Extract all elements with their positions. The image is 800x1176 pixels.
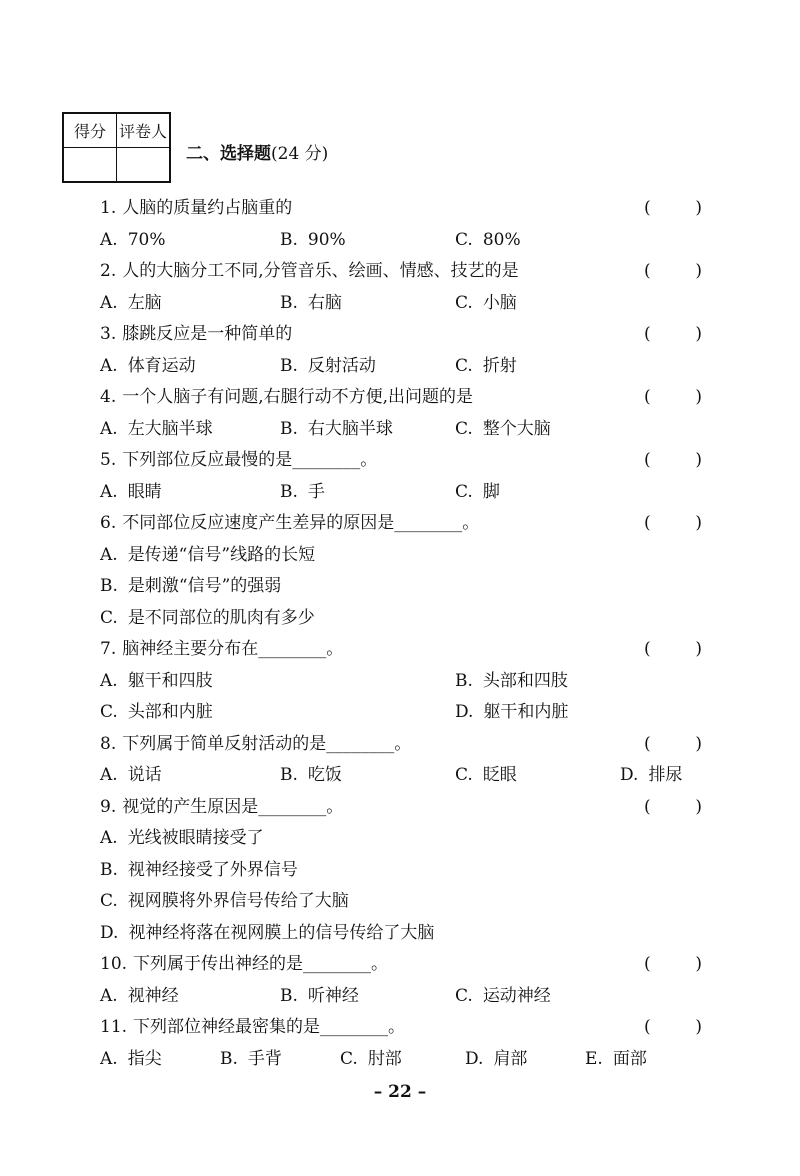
answer-parentheses[interactable] bbox=[644, 256, 702, 286]
option-text: 肘部 bbox=[367, 1049, 402, 1069]
option[interactable] bbox=[340, 1044, 402, 1074]
question-stem bbox=[100, 256, 710, 286]
paren-open: ( bbox=[644, 387, 651, 407]
option-letter: E. bbox=[585, 1049, 603, 1069]
paren-close: ) bbox=[695, 954, 702, 974]
answer-parentheses[interactable] bbox=[644, 508, 702, 538]
answer-blank[interactable]: ________ bbox=[258, 797, 327, 817]
question-number: 9. bbox=[100, 797, 117, 817]
option-letter: A. bbox=[100, 765, 118, 785]
paren-open: ( bbox=[644, 639, 651, 659]
question-text: 人脑的质量约占脑重的 bbox=[122, 198, 293, 218]
option[interactable] bbox=[455, 697, 568, 727]
option-row bbox=[100, 414, 710, 444]
option[interactable] bbox=[100, 760, 162, 790]
paren-close: ) bbox=[695, 324, 702, 344]
option-text: 运动神经 bbox=[482, 986, 551, 1006]
option-letter: B. bbox=[100, 576, 118, 596]
paren-open: ( bbox=[644, 513, 651, 533]
option-letter: B. bbox=[280, 419, 298, 439]
option-letter: C. bbox=[100, 608, 118, 628]
paren-close: ) bbox=[695, 513, 702, 533]
option-text: 躯干和内脏 bbox=[483, 702, 569, 722]
period: 。 bbox=[394, 734, 412, 754]
option[interactable] bbox=[100, 225, 165, 255]
option[interactable] bbox=[455, 225, 521, 255]
option[interactable] bbox=[455, 477, 500, 507]
question-text: 一个人脑子有问题,右腿行动不方便,出问题的是 bbox=[122, 387, 474, 407]
option[interactable] bbox=[585, 1044, 647, 1074]
option-text: 右脑 bbox=[307, 293, 342, 313]
option-text: 排尿 bbox=[648, 765, 683, 785]
option-text: 反射活动 bbox=[307, 356, 376, 376]
option-letter: A. bbox=[100, 986, 118, 1006]
option-text: 整个大脑 bbox=[482, 419, 551, 439]
option[interactable] bbox=[100, 1044, 162, 1074]
paren-open: ( bbox=[644, 797, 651, 817]
question-number: 4. bbox=[100, 387, 117, 407]
option[interactable] bbox=[455, 666, 568, 696]
question-stem bbox=[100, 792, 710, 822]
option-text: 70% bbox=[127, 230, 166, 250]
option-letter: A. bbox=[100, 419, 118, 439]
question-text: 人的大脑分工不同,分管音乐、绘画、情感、技艺的是 bbox=[122, 261, 519, 281]
question-number: 10. bbox=[100, 954, 128, 974]
option-row bbox=[100, 351, 710, 381]
question-stem bbox=[100, 949, 710, 979]
answer-parentheses[interactable] bbox=[644, 193, 702, 223]
option[interactable] bbox=[100, 540, 315, 570]
option[interactable] bbox=[100, 855, 298, 885]
option-row bbox=[100, 697, 710, 727]
option[interactable] bbox=[455, 981, 551, 1011]
answer-parentheses[interactable] bbox=[644, 445, 702, 475]
option-letter: A. bbox=[100, 671, 118, 691]
option-row bbox=[100, 225, 710, 255]
question-stem bbox=[100, 729, 710, 759]
option-letter: B. bbox=[280, 986, 298, 1006]
option[interactable] bbox=[280, 414, 393, 444]
paren-close: ) bbox=[695, 261, 702, 281]
paren-open: ( bbox=[644, 324, 651, 344]
option-text: 折射 bbox=[482, 356, 517, 376]
question-text: 下列部位神经最密集的是 bbox=[133, 1017, 321, 1037]
option-letter: B. bbox=[280, 765, 298, 785]
option-text: 面部 bbox=[612, 1049, 647, 1069]
option[interactable] bbox=[280, 981, 359, 1011]
page-number: – 22 – bbox=[373, 1082, 427, 1102]
question-text: 膝跳反应是一种简单的 bbox=[122, 324, 293, 344]
option-row bbox=[100, 886, 710, 916]
option[interactable] bbox=[620, 760, 682, 790]
option-letter: B. bbox=[455, 671, 473, 691]
question-number: 11. bbox=[100, 1017, 128, 1037]
question-text: 下列属于传出神经的是 bbox=[133, 954, 304, 974]
answer-parentheses[interactable] bbox=[644, 949, 702, 979]
option-row bbox=[100, 855, 710, 885]
option-text: 是刺激“信号”的强弱 bbox=[127, 576, 282, 596]
option-text: 眨眼 bbox=[482, 765, 517, 785]
option-text: 躯干和四肢 bbox=[127, 671, 213, 691]
option[interactable] bbox=[455, 760, 517, 790]
option-text: 头部和四肢 bbox=[482, 671, 568, 691]
option-text: 视神经 bbox=[127, 986, 179, 1006]
option[interactable] bbox=[465, 1044, 527, 1074]
option-row bbox=[100, 1044, 710, 1074]
question-text: 下列部位反应最慢的是 bbox=[122, 450, 293, 470]
option[interactable] bbox=[100, 414, 213, 444]
answer-blank[interactable]: ________ bbox=[326, 734, 395, 754]
option-text: 光线被眼睛接受了 bbox=[127, 828, 264, 848]
option-letter: A. bbox=[100, 293, 118, 313]
option[interactable] bbox=[280, 760, 342, 790]
option-row bbox=[100, 477, 710, 507]
option-letter: A. bbox=[100, 828, 118, 848]
option[interactable] bbox=[220, 1044, 282, 1074]
period: 。 bbox=[360, 450, 378, 470]
paren-close: ) bbox=[695, 639, 702, 659]
option-letter: A. bbox=[100, 545, 118, 565]
option[interactable] bbox=[280, 225, 346, 255]
option-text: 是传递“信号”线路的长短 bbox=[127, 545, 316, 565]
paren-open: ( bbox=[644, 450, 651, 470]
answer-parentheses[interactable] bbox=[644, 792, 702, 822]
option-letter: A. bbox=[100, 1049, 118, 1069]
option-text: 指尖 bbox=[127, 1049, 162, 1069]
paren-open: ( bbox=[644, 1017, 651, 1037]
option-letter: B. bbox=[220, 1049, 238, 1069]
option-letter: C. bbox=[455, 356, 473, 376]
option-text: 小脑 bbox=[482, 293, 517, 313]
paren-close: ) bbox=[695, 1017, 702, 1037]
question-stem bbox=[100, 445, 710, 475]
option-row bbox=[100, 288, 710, 318]
option-row bbox=[100, 540, 710, 570]
option[interactable] bbox=[100, 823, 264, 853]
answer-parentheses[interactable] bbox=[644, 634, 702, 664]
paren-close: ) bbox=[695, 797, 702, 817]
paren-open: ( bbox=[644, 198, 651, 218]
option[interactable] bbox=[100, 571, 281, 601]
question-number: 1. bbox=[100, 198, 117, 218]
option-row bbox=[100, 981, 710, 1011]
question-stem bbox=[100, 382, 710, 412]
section-points: (24 分) bbox=[271, 144, 329, 164]
option-text: 视网膜将外界信号传给了大脑 bbox=[127, 891, 349, 911]
option-letter: D. bbox=[465, 1049, 484, 1069]
question-stem bbox=[100, 508, 710, 538]
option-row bbox=[100, 918, 710, 948]
option-letter: B. bbox=[280, 293, 298, 313]
option-letter: D. bbox=[455, 702, 474, 722]
paren-open: ( bbox=[644, 734, 651, 754]
answer-blank[interactable]: ________ bbox=[303, 954, 372, 974]
option-text: 肩部 bbox=[493, 1049, 528, 1069]
option-text: 头部和内脏 bbox=[127, 702, 213, 722]
option-text: 视神经接受了外界信号 bbox=[127, 860, 298, 880]
option-letter: C. bbox=[455, 986, 473, 1006]
question-text: 脑神经主要分布在 bbox=[122, 639, 259, 659]
option-text: 眼睛 bbox=[127, 482, 162, 502]
option[interactable] bbox=[280, 288, 342, 318]
option[interactable] bbox=[100, 477, 162, 507]
option[interactable] bbox=[455, 351, 517, 381]
question-stem bbox=[100, 634, 710, 664]
option[interactable] bbox=[100, 666, 213, 696]
option-text: 手背 bbox=[247, 1049, 282, 1069]
paren-close: ) bbox=[695, 198, 702, 218]
option-letter: C. bbox=[455, 482, 473, 502]
option-letter: B. bbox=[280, 482, 298, 502]
answer-blank[interactable]: ________ bbox=[320, 1017, 389, 1037]
option[interactable] bbox=[100, 351, 196, 381]
period: 。 bbox=[326, 639, 344, 659]
question-number: 3. bbox=[100, 324, 117, 344]
option-text: 右大脑半球 bbox=[307, 419, 393, 439]
option-text: 视神经将落在视网膜上的信号传给了大脑 bbox=[128, 923, 435, 943]
grader-header-cell: 评卷人 bbox=[117, 113, 171, 148]
option-text: 是不同部位的肌肉有多少 bbox=[127, 608, 315, 628]
option-text: 手 bbox=[307, 482, 325, 502]
option-text: 左大脑半球 bbox=[127, 419, 213, 439]
answer-parentheses[interactable] bbox=[644, 382, 702, 412]
option-letter: C. bbox=[100, 891, 118, 911]
option[interactable] bbox=[100, 603, 315, 633]
period: 。 bbox=[388, 1017, 406, 1037]
option-letter: B. bbox=[280, 356, 298, 376]
option-text: 90% bbox=[307, 230, 346, 250]
option-row bbox=[100, 666, 710, 696]
period: 。 bbox=[371, 954, 389, 974]
question-text: 视觉的产生原因是 bbox=[122, 797, 259, 817]
answer-parentheses[interactable] bbox=[644, 1012, 702, 1042]
option[interactable] bbox=[100, 697, 213, 727]
paren-open: ( bbox=[644, 261, 651, 281]
option-text: 脚 bbox=[482, 482, 500, 502]
question-number: 7. bbox=[100, 639, 117, 659]
option-text: 体育运动 bbox=[127, 356, 196, 376]
paren-close: ) bbox=[695, 734, 702, 754]
option-text: 说话 bbox=[127, 765, 162, 785]
option-letter: C. bbox=[455, 230, 473, 250]
option[interactable] bbox=[280, 477, 325, 507]
option-text: 听神经 bbox=[307, 986, 359, 1006]
option-text: 左脑 bbox=[127, 293, 162, 313]
option-letter: D. bbox=[100, 923, 119, 943]
question-number: 6. bbox=[100, 513, 117, 533]
question-number: 8. bbox=[100, 734, 117, 754]
option-letter: C. bbox=[455, 293, 473, 313]
option-letter: A. bbox=[100, 230, 118, 250]
option-letter: C. bbox=[100, 702, 118, 722]
answer-parentheses[interactable] bbox=[644, 729, 702, 759]
option-letter: A. bbox=[100, 356, 118, 376]
paren-open: ( bbox=[644, 954, 651, 974]
option-row bbox=[100, 823, 710, 853]
option[interactable] bbox=[100, 288, 162, 318]
option-row bbox=[100, 603, 710, 633]
answer-parentheses[interactable] bbox=[644, 319, 702, 349]
option[interactable] bbox=[280, 351, 376, 381]
section-title-text: 二、选择题 bbox=[186, 144, 271, 164]
answer-blank[interactable]: ________ bbox=[292, 450, 361, 470]
period: 。 bbox=[462, 513, 480, 533]
question-number: 2. bbox=[100, 261, 117, 281]
period: 。 bbox=[326, 797, 344, 817]
option[interactable] bbox=[455, 288, 517, 318]
option[interactable] bbox=[455, 414, 551, 444]
option[interactable] bbox=[100, 918, 434, 948]
option-text: 吃饭 bbox=[307, 765, 342, 785]
option[interactable] bbox=[100, 886, 349, 916]
option-letter: C. bbox=[455, 765, 473, 785]
question-text: 下列属于简单反射活动的是 bbox=[122, 734, 327, 754]
option-letter: C. bbox=[340, 1049, 358, 1069]
option-letter: B. bbox=[100, 860, 118, 880]
paren-close: ) bbox=[695, 450, 702, 470]
option-letter: C. bbox=[455, 419, 473, 439]
answer-blank[interactable]: ________ bbox=[394, 513, 463, 533]
option-letter: B. bbox=[280, 230, 298, 250]
option-letter: A. bbox=[100, 482, 118, 502]
option-row bbox=[100, 571, 710, 601]
question-number: 5. bbox=[100, 450, 117, 470]
answer-blank[interactable]: ________ bbox=[258, 639, 327, 659]
question-stem bbox=[100, 319, 710, 349]
option-text: 80% bbox=[482, 230, 521, 250]
question-text: 不同部位反应速度产生差异的原因是 bbox=[122, 513, 395, 533]
option[interactable] bbox=[100, 981, 179, 1011]
paren-close: ) bbox=[695, 387, 702, 407]
option-row bbox=[100, 760, 710, 790]
option-letter: D. bbox=[620, 765, 639, 785]
question-stem bbox=[100, 1012, 710, 1042]
question-stem bbox=[100, 193, 710, 223]
score-header-cell: 得分 bbox=[63, 113, 117, 148]
